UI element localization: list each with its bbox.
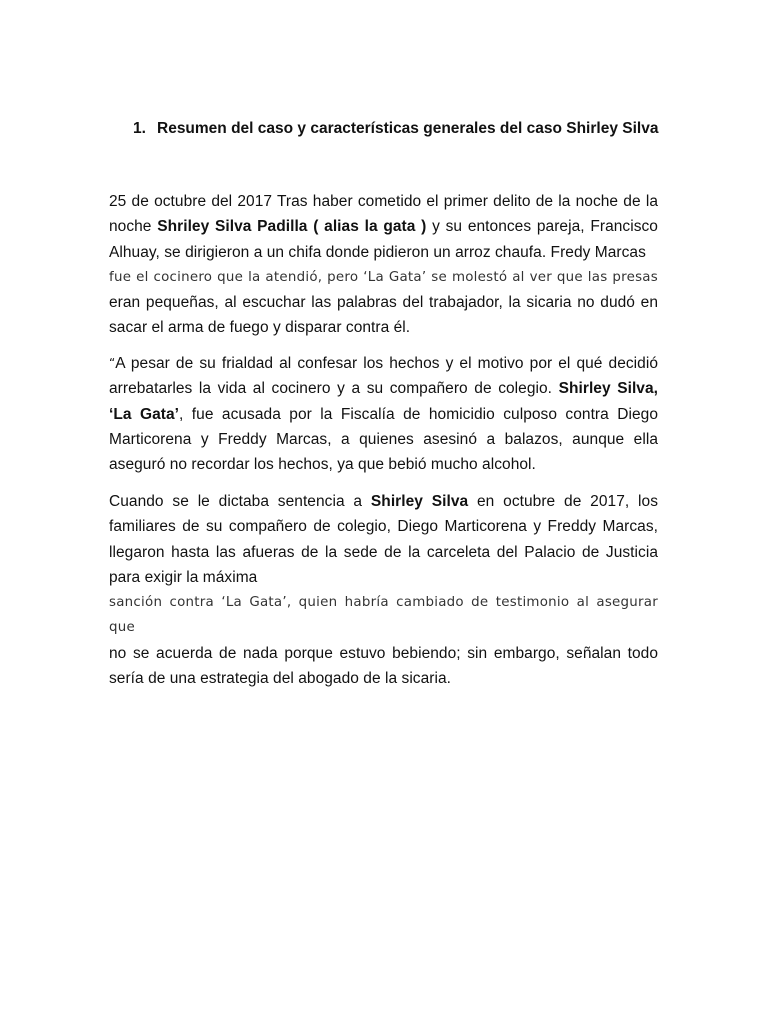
paragraph-3-segment-1: Cuando se le dictaba sentencia a [109, 493, 371, 510]
paragraph-3 [109, 489, 658, 691]
paragraph-2-bold-name: Shirley Silva, ‘La Gata’ [109, 380, 658, 423]
paragraph-2-open-quote: “ [109, 356, 116, 370]
paragraph-1-segment-3: y su entonces pareja, Francisco Alhuay, se dirigieron a un chifa donde pidieron un arroz chaufa. Fredy Marcas [109, 218, 658, 261]
paragraph-2-segment-1: A pesar de su frialdad al confesar los hechos y el motivo por el qué decidió arrebatarles la vida al cocinero y a su compañero de colegio. [109, 355, 658, 398]
paragraph-3-segment-5: no se acuerda de nada porque estuvo bebiendo; sin embargo, señalan todo sería de una estrategia del abogado de la sicaria. [109, 644, 658, 688]
paragraph-3-bold-name: Shirley Silva [370, 493, 469, 510]
paragraph-1-segment-1: 25 de octubre del 2017 Tras haber cometido el primer delito de la noche de la noche [109, 193, 658, 236]
paragraph-3-alt-font-line: sanción contra ‘La Gata’, quien habría cambiado de testimonio al asegurar que [109, 595, 658, 636]
paragraph-1-alt-font-line: fue el cocinero que la atendió, pero ‘La Gata’ se molestó al ver que las presas [109, 269, 658, 285]
paragraph-2 [109, 351, 658, 477]
heading-text: Resumen del caso y características generales del caso Shirley Silva [157, 120, 659, 137]
paragraph-3-segment-3: en octubre de 2017, los familiares de su compañero de colegio, Diego Marticorena y Freddy Marcas, llegaron hasta las afueras de la sede de la carceleta del Palacio de Justicia para exigir la máxima [109, 493, 658, 586]
paragraph-1-bold-name: Shriley Silva Padilla ( alias la gata ) [157, 218, 427, 236]
heading-number: 1. [133, 120, 146, 137]
section-heading [133, 120, 658, 138]
paragraph-2-segment-3: , fue acusada por la Fiscalía de homicidio culposo contra Diego Marticorena y Freddy Marcas, a quienes asesinó a balazos, aunque ella aseguró no recordar los hechos, ya que bebió mucho alcohol. [109, 405, 658, 474]
paragraph-1 [109, 189, 658, 341]
paragraph-1-segment-5: eran pequeñas, al escuchar las palabras del trabajador, la sicaria no dudó en sacar el arma de fuego y disparar contra él. [109, 294, 658, 337]
